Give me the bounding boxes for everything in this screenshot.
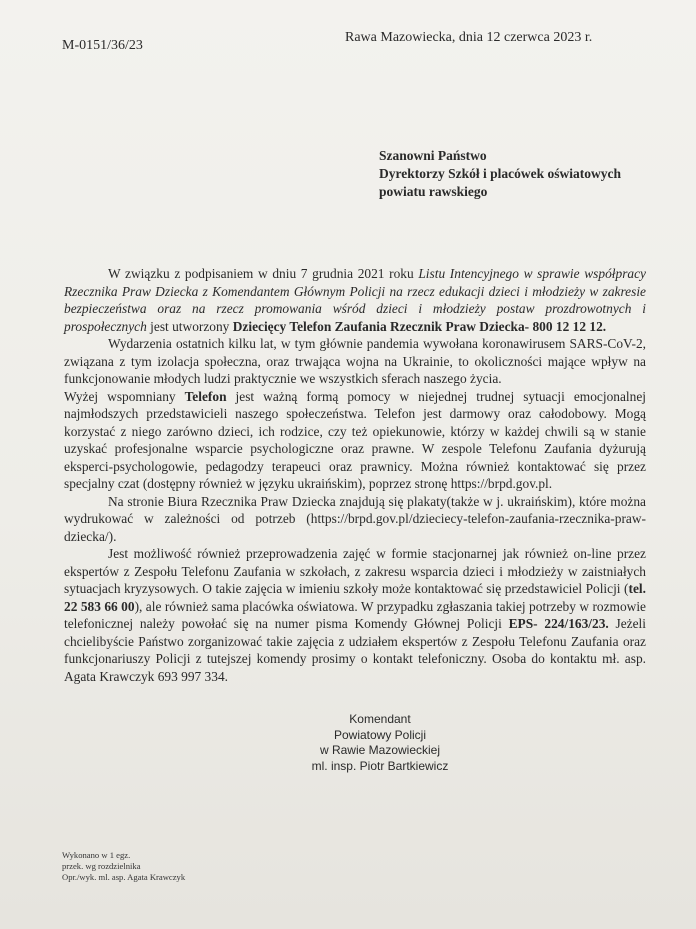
- bold-text: Telefon: [184, 388, 227, 404]
- text-span: Jest możliwość również przeprowadzenia zajęć w formie stacjonarnej jak również on-line przez ekspertów z Zespołu Telefonu Zaufania w szkołach, z zakresu wsparcia dzieci i młodzieży w zaistniałych sytuacjach kryzysowych. O takie zajęcia w imieniu szkoły może kontaktować się przedstawiciel Policji (: [64, 546, 646, 596]
- signature-block: [270, 712, 490, 774]
- addressee-line: powiatu rawskiego: [379, 184, 488, 199]
- reference-number: M-0151/36/23: [62, 38, 143, 53]
- signature-line: Komendant: [349, 712, 411, 726]
- paragraph-3: [64, 388, 646, 493]
- text-span: ), ale również sama placówka oświatowa. W przypadku zgłaszania takiej potrzeby w rozmowie telefonicznej należy powołać się na numer pisma Komendy Głównej Policji: [64, 598, 646, 631]
- paragraph-2: Wydarzenia ostatnich kilku lat, w tym głównie pandemia wywołana koronawirusem SARS-CoV-2, związana z tym izolacja społeczna, oraz trwająca wojna na Ukrainie, to okoliczności mające wpływ na funkcjonowanie młodych ludzi praktycznie we wszystkich sferach naszego życia.: [64, 336, 646, 386]
- text-span: Wyżej wspomniany: [64, 388, 185, 404]
- paragraph-5: [64, 545, 646, 685]
- bold-text: Dziecięcy Telefon Zaufania Rzecznik Praw Dziecka- 800 12 12 12.: [232, 318, 607, 334]
- text-span: W związku z podpisaniem w dniu 7 grudnia 2021 roku: [108, 266, 419, 281]
- paragraph-4: Na stronie Biura Rzecznika Praw Dziecka znajdują się plakaty(także w j. ukraińskim), które można wydrukować w zależności od potrzeb (https://brpd.gov.pl/dzieciecy-telefon-zaufania-rzecznika-praw-dziecka/).: [64, 493, 646, 544]
- text-span: Jeżeli chcielibyście Państwo zorganizować takie zajęcia z udziałem ekspertów z Zespołu Telefonu Zaufania oraz funkcjonariuszy Policji z tutejszej komendy prosimy o kontakt telefoniczny. Osoba do kontaktu mł. asp. Agata Krawczyk 693 997 334.: [64, 616, 646, 684]
- addressee-block: [379, 147, 621, 201]
- footer-notes: [62, 850, 185, 883]
- signature-line: Powiatowy Policji: [333, 727, 427, 742]
- italic-text: Listu Intencyjnego w sprawie współpracy Rzecznika Praw Dziecka z Komendantem Głównym Policji na rzecz edukacji dzieci i młodzieży w zakresie bezpieczeństwa oraz na rzecz promowania wśród dzieci i młodzieży postaw prozdrowotnych i prospołecznych: [64, 266, 646, 334]
- signature-line: ml. insp. Piotr Bartkiewicz: [311, 758, 449, 773]
- text-span: jest ważną formą pomocy w niejednej trudnej sytuacji emocjonalnej najmłodszych przedstawicieli naszego społeczeństwa. Telefon jest darmowy oraz całodobowy. Mogą korzystać z niego zarówno dzieci, ich rodzice, czy też opiekunowie, którzy w każdej chwili są w stanie uzyskać profesjonalne wsparcie psychologiczne oraz prawne. W zespole Telefonu Zaufania dyżurują eksperci-psychologowie, pedagodzy terapeuci oraz prawnicy. Można również kontaktować się przez specjalny czat (dostępny również w języku ukraińskim), poprzez stronę https://brpd.gov.pl.: [64, 388, 646, 491]
- text-span: jest utworzony: [146, 318, 233, 334]
- paragraph-1: [64, 265, 646, 335]
- signature-line: w Rawie Mazowieckiej: [319, 743, 441, 757]
- footer-line: przek. wg rozdzielnika: [62, 861, 141, 871]
- addressee-line: Dyrektorzy Szkół i placówek oświatowych: [379, 166, 621, 181]
- bold-text: EPS- 224/163/23.: [508, 616, 609, 631]
- letter-body: [64, 265, 646, 685]
- bold-text: tel. 22 583 66 00: [64, 581, 646, 614]
- footer-line: Opr./wyk. ml. asp. Agata Krawczyk: [62, 872, 186, 882]
- footer-line: Wykonano w 1 egz.: [62, 850, 131, 860]
- place-and-date: Rawa Mazowiecka, dnia 12 czerwca 2023 r.: [345, 30, 593, 45]
- addressee-line: Szanowni Państwo: [379, 148, 487, 163]
